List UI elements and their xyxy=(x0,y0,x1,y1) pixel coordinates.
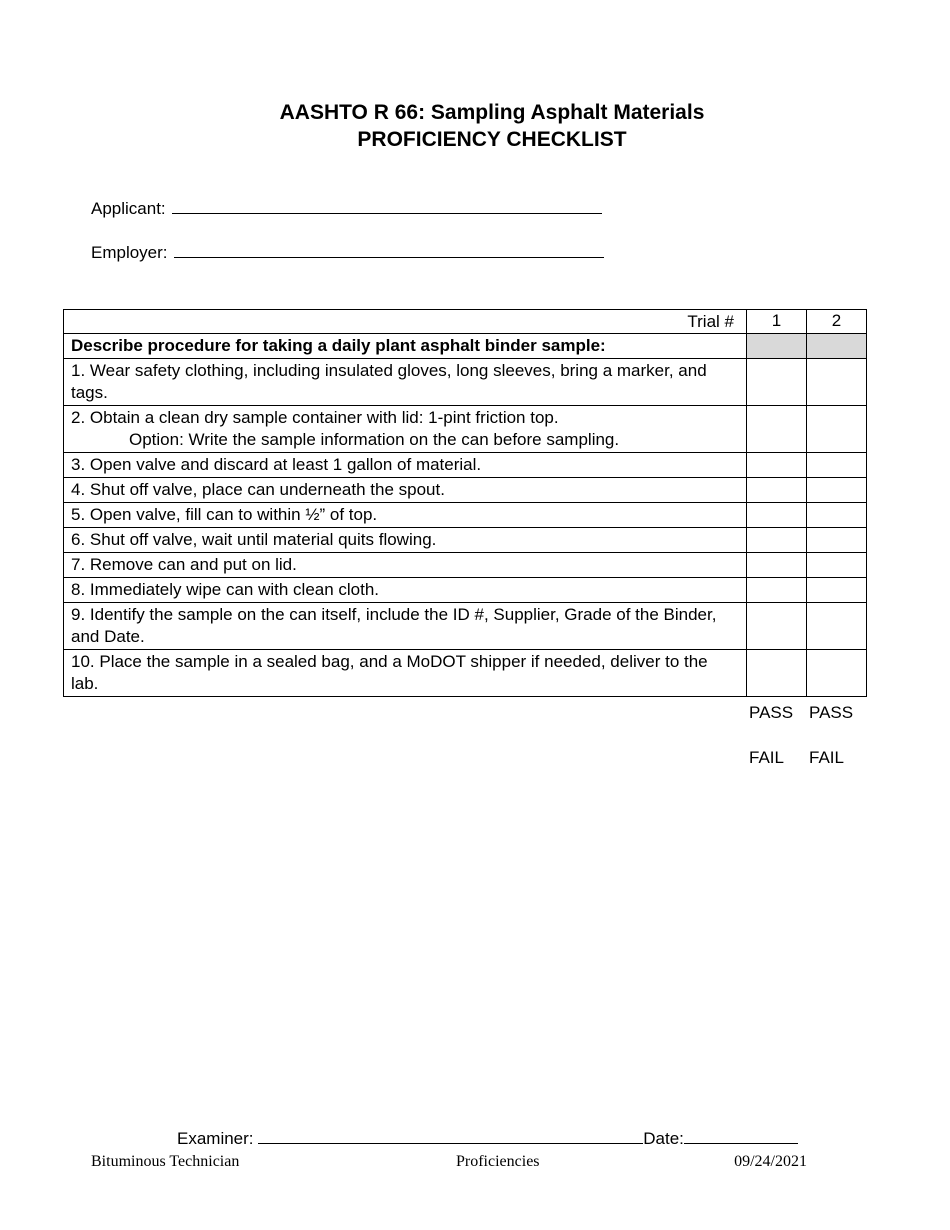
step-4-trial-2-cell[interactable] xyxy=(807,478,867,503)
trial-1-header: 1 xyxy=(747,310,807,334)
step-10-trial-1-cell[interactable] xyxy=(747,650,807,697)
step-row-3 xyxy=(64,453,867,478)
step-row-10 xyxy=(64,650,867,697)
step-text: 6. Shut off valve, wait until material quits flowing. xyxy=(64,528,747,553)
fail-option-trial-2[interactable]: FAIL xyxy=(809,748,844,767)
step-text: 9. Identify the sample on the can itself, include the ID #, Supplier, Grade of the Binder, and Date. xyxy=(64,603,747,650)
step-8-trial-1-cell[interactable] xyxy=(747,578,807,603)
step-text: 1. Wear safety clothing, including insulated gloves, long sleeves, bring a marker, and tags. xyxy=(64,359,747,406)
employer-blank-line[interactable] xyxy=(174,243,604,258)
step-2-option: Option: Write the sample information on the can before sampling. xyxy=(129,430,620,449)
examiner-blank-line[interactable] xyxy=(258,1129,643,1144)
step-row-2 xyxy=(64,406,867,453)
step-8-trial-2-cell[interactable] xyxy=(807,578,867,603)
step-text: 8. Immediately wipe can with clean cloth. xyxy=(64,578,747,603)
step-3-trial-2-cell[interactable] xyxy=(807,453,867,478)
footer-date: 09/24/2021 xyxy=(734,1153,807,1170)
checklist-table xyxy=(63,309,867,697)
procedure-header-row xyxy=(64,334,867,359)
employer-field[interactable] xyxy=(91,243,604,263)
step-text: 7. Remove can and put on lid. xyxy=(64,553,747,578)
step-7-trial-2-cell[interactable] xyxy=(807,553,867,578)
step-text: 5. Open valve, fill can to within ½” of top. xyxy=(64,503,747,528)
title-line-1: AASHTO R 66: Sampling Asphalt Materials xyxy=(279,101,705,124)
step-6-trial-2-cell[interactable] xyxy=(807,528,867,553)
date-label: Date: xyxy=(643,1129,684,1148)
header-cell-trial-1 xyxy=(747,334,807,359)
header-cell-trial-2 xyxy=(807,334,867,359)
step-2-trial-2-cell[interactable] xyxy=(807,406,867,453)
step-2-trial-1-cell[interactable] xyxy=(747,406,807,453)
pass-option-trial-1[interactable]: PASS xyxy=(749,703,794,722)
step-row-5 xyxy=(64,503,867,528)
step-10-trial-2-cell[interactable] xyxy=(807,650,867,697)
footer-center: Proficiencies xyxy=(456,1153,540,1170)
step-row-4 xyxy=(64,478,867,503)
step-1-trial-1-cell[interactable] xyxy=(747,359,807,406)
examiner-signature-row xyxy=(177,1129,798,1149)
step-row-9 xyxy=(64,603,867,650)
examiner-label: Examiner: xyxy=(177,1129,254,1148)
step-4-trial-1-cell[interactable] xyxy=(747,478,807,503)
title-line-2: PROFICIENCY CHECKLIST xyxy=(357,128,627,151)
step-6-trial-1-cell[interactable] xyxy=(747,528,807,553)
step-row-8 xyxy=(64,578,867,603)
trial-label: Trial # xyxy=(64,310,747,334)
pass-option-trial-2[interactable]: PASS xyxy=(809,703,854,722)
step-1-trial-2-cell[interactable] xyxy=(807,359,867,406)
step-3-trial-1-cell[interactable] xyxy=(747,453,807,478)
step-row-7 xyxy=(64,553,867,578)
fail-option-trial-1[interactable]: FAIL xyxy=(749,748,784,767)
trial-2-header: 2 xyxy=(807,310,867,334)
document-title xyxy=(0,99,950,153)
step-9-trial-1-cell[interactable] xyxy=(747,603,807,650)
step-row-1 xyxy=(64,359,867,406)
step-5-trial-2-cell[interactable] xyxy=(807,503,867,528)
step-9-trial-2-cell[interactable] xyxy=(807,603,867,650)
applicant-label: Applicant: xyxy=(91,199,166,218)
employer-label: Employer: xyxy=(91,243,168,262)
step-text: 2. Obtain a clean dry sample container with lid: 1-pint friction top. xyxy=(71,408,559,427)
footer-left: Bituminous Technician xyxy=(91,1153,240,1170)
step-row-6 xyxy=(64,528,867,553)
step-5-trial-1-cell[interactable] xyxy=(747,503,807,528)
procedure-header: Describe procedure for taking a daily plant asphalt binder sample: xyxy=(64,334,747,359)
step-7-trial-1-cell[interactable] xyxy=(747,553,807,578)
step-2-cell xyxy=(64,406,747,453)
step-text: 3. Open valve and discard at least 1 gallon of material. xyxy=(64,453,747,478)
step-text: 4. Shut off valve, place can underneath the spout. xyxy=(64,478,747,503)
applicant-field[interactable] xyxy=(91,199,602,219)
applicant-blank-line[interactable] xyxy=(172,199,602,214)
date-blank-line[interactable] xyxy=(684,1129,798,1144)
step-text: 10. Place the sample in a sealed bag, and a MoDOT shipper if needed, deliver to the lab. xyxy=(64,650,747,697)
trial-header-row xyxy=(64,310,867,334)
